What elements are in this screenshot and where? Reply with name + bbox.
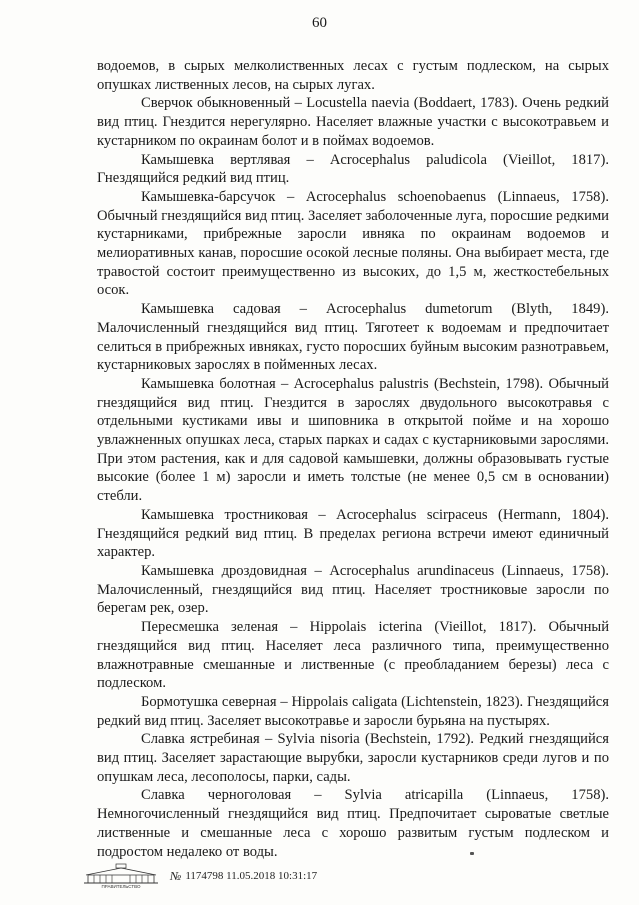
paragraph: Пересмешка зеленая – Hippolais icterina (Vieillot, 1817). Обычный гнездящийся вид птиц. Населяет леса различного типа, преимущественно влажнотравные смешанные и лиственные (с преобладанием березы) леса с подлеском. xyxy=(97,619,609,692)
scan-speck xyxy=(470,852,474,855)
paragraph: Камышевка садовая – Acrocephalus dumetorum (Blyth, 1849). Малочисленный гнездящийся вид птиц. Тяготеет к водоемам и предпочитает селиться в прибрежных ивняках, густо поросших буйным высоким разнотравьем, кустарниковых зарослях в пойменных лесах. xyxy=(97,301,609,374)
paragraph: Славка ястребиная – Sylvia nisoria (Bechstein, 1792). Редкий гнездящийся вид птиц. Заселяет зарастающие вырубки, заросли кустарников среди лугов и по опушкам леса, лесополосы, парки, сады. xyxy=(97,731,609,785)
paragraph: Камышевка тростниковая – Acrocephalus scirpaceus (Hermann, 1804). Гнездящийся редкий вид птиц. В пределах региона встречи имеют единичный характер. xyxy=(97,506,609,561)
stamp-text: ПРАВИТЕЛЬСТВО xyxy=(101,884,141,889)
page-number: 60 xyxy=(312,15,327,31)
document-number-mark: № xyxy=(170,868,182,883)
body-text xyxy=(97,57,609,861)
paragraph: Сверчок обыкновенный – Locustella naevia (Boddaert, 1783). Очень редкий вид птиц. Гнездится нерегулярно. Населяет влажные участки с высокотравьем и кустарником по окраинам болот и в поймах водоемов. xyxy=(97,95,609,149)
paragraph: водоемов, в сырых мелколиственных лесах с густым подлеском, на сырых опушках лиственных лесов, на сырых лугах. xyxy=(97,58,609,93)
document-registration-info: 1174798 11.05.2018 10:31:17 xyxy=(185,870,318,882)
paragraph: Камышевка болотная – Acrocephalus palustris (Bechstein, 1798). Обычный гнездящийся вид птиц. Гнездится в зарослях двудольного высокотравья с отдельными кустиками ивы и шиповника в открытой пойме и на хорошо увлажненных опушках леса, старых парках и садах с кустарниковыми зарослями. При этом растения, как и для садовой камышевки, должны образовывать густые высокие (более 1 м) заросли и иметь толстые (не менее 0,5 см в основании) стебли. xyxy=(97,375,609,505)
paragraph: Камышевка вертлявая – Acrocephalus paludicola (Vieillot, 1817). Гнездящийся редкий вид птиц. xyxy=(97,151,609,187)
paragraph: Камышевка-барсучок – Acrocephalus schoenobaenus (Linnaeus, 1758). Обычный гнездящийся вид птиц. Заселяет заболоченные луга, поросшие редкими кустарниками, прибрежные заросли ивняка по окраинам водоемов и мелиоративных канав, поросшие осокой лесные поляны. Она выбирает места, где травостой состоит преимущественно из высоких, до 1,5 м, жесткостебельных осок. xyxy=(97,188,609,299)
paragraph: Камышевка дроздовидная – Acrocephalus arundinaceus (Linnaeus, 1758). Малочисленный, гнездящийся вид птиц. Населяет тростниковые заросли по берегам рек, озер. xyxy=(97,562,609,617)
paragraph: Славка черноголовая – Sylvia atricapilla (Linnaeus, 1758). Немногочисленный гнездящийся вид птиц. Предпочитает сыроватые светлые лиственные и смешанные леса с хорошо развитым густым подлеском и подростом недалеко от воды. xyxy=(97,787,609,860)
government-stamp-icon xyxy=(80,863,162,889)
paragraph: Бормотушка северная – Hippolais caligata (Lichtenstein, 1823). Гнездящийся редкий вид птиц. Заселяет высокотравье и заросли бурьяна на пустырях. xyxy=(97,693,609,729)
footer xyxy=(80,862,317,890)
